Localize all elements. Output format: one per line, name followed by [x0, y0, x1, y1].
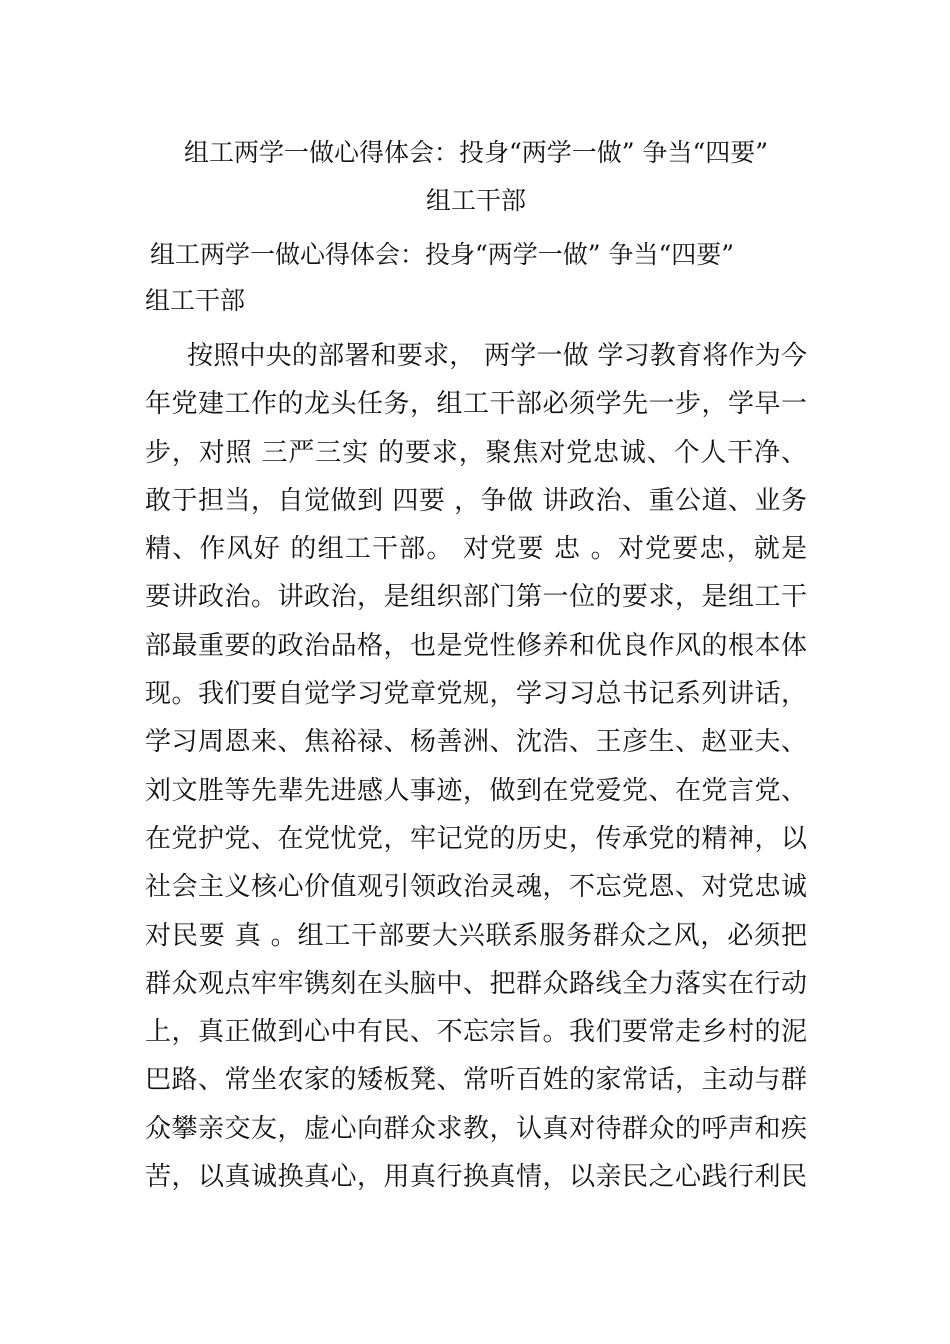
body-line: 社会主义核心价值观引领政治灵魂，不忘党恩、对党忠诚 — [145, 872, 807, 903]
document-title-line-1: 组工两学一做心得体会：投身“两学一做” 争当“四要” — [183, 138, 769, 167]
body-line: 刘文胜等先辈先进感人事迹，做到在党爱党、在党言党、 — [145, 775, 807, 806]
body-line: 众攀亲交友，虚心向群众求教，认真对待群众的呼声和疾 — [145, 1113, 807, 1144]
document-subtitle-line-1: 组工两学一做心得体会：投身“两学一做” 争当“四要” — [150, 240, 735, 269]
body-line: 群众观点牢牢镌刻在头脑中、把群众路线全力落实在行动 — [145, 968, 807, 999]
document-title-line-2: 组工干部 — [425, 186, 526, 215]
body-line: 按照中央的部署和要求， 两学一做 学习教育将作为今 — [187, 341, 807, 371]
document-subtitle-line-2: 组工干部 — [145, 286, 246, 315]
body-line: 现。我们要自觉学习党章党规，学习习总书记系列讲话， — [145, 679, 807, 710]
body-line: 部最重要的政治品格，也是党性修养和优良作风的根本体 — [145, 630, 807, 661]
body-line: 敢于担当，自觉做到 四要 ，争做 讲政治、重公道、业务 — [145, 485, 807, 516]
body-line: 巴路、常坐农家的矮板凳、常听百姓的家常话，主动与群 — [145, 1065, 807, 1096]
body-line: 要讲政治。讲政治，是组织部门第一位的要求，是组工干 — [145, 582, 807, 613]
body-line: 年党建工作的龙头任务，组工干部必须学先一步，学早一 — [145, 389, 807, 420]
body-line: 在党护党、在党忧党，牢记党的历史，传承党的精神，以 — [145, 823, 807, 854]
body-line: 步，对照 三严三实 的要求，聚焦对党忠诚、个人干净、 — [145, 437, 807, 468]
body-line: 精、作风好 的组工干部。 对党要 忠 。对党要忠，就是 — [145, 534, 807, 565]
body-line: 上，真正做到心中有民、不忘宗旨。我们要常走乡村的泥 — [145, 1017, 807, 1048]
body-line: 学习周恩来、焦裕禄、杨善洲、沈浩、王彦生、赵亚夫、 — [145, 727, 807, 758]
document-body — [145, 332, 807, 1201]
body-line: 苦，以真诚换真心，用真行换真情，以亲民之心践行利民 — [145, 1162, 807, 1193]
body-line: 对民要 真 。组工干部要大兴联系服务群众之风，必须把 — [145, 920, 807, 951]
